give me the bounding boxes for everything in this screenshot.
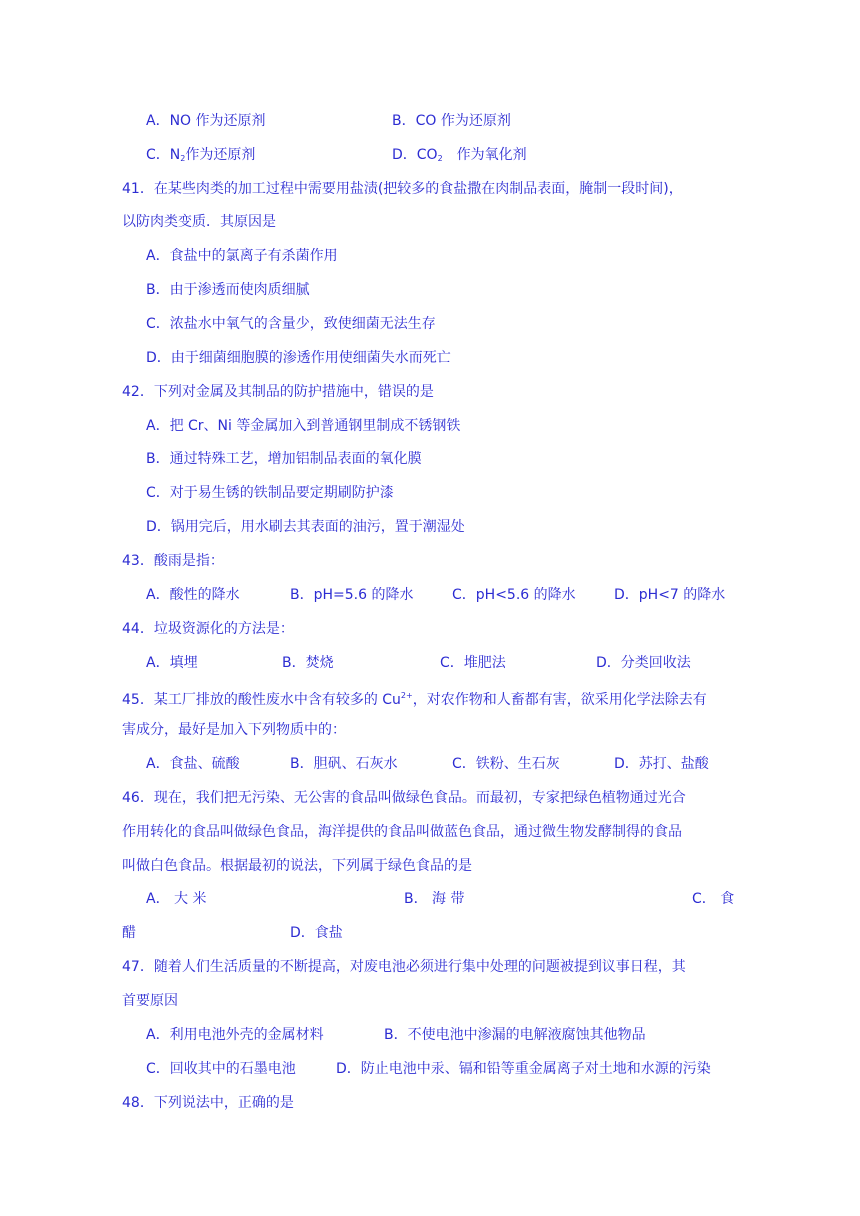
question-43-option-b: B．pH=5.6 的降水	[290, 587, 414, 603]
question-47-stem-line2: 首要原因	[122, 993, 178, 1009]
question-41-option-a: A．食盐中的氯离子有杀菌作用	[146, 248, 338, 264]
question-46-stem-line1: 46．现在，我们把无污染、无公害的食品叫做绿色食品。而最初，专家把绿色植物通过光合	[122, 790, 686, 806]
question-44-option-a: A．填埋	[146, 655, 198, 671]
question-41-option-c: C．浓盐水中氧气的含量少，致使细菌无法生存	[146, 316, 436, 332]
question-48-stem: 48．下列说法中，正确的是	[122, 1095, 294, 1111]
question-44-option-c: C．堆肥法	[440, 655, 506, 671]
question-46-stem-line3: 叫做白色食品。根据最初的说法，下列属于绿色食品的是	[122, 858, 472, 874]
question-47-option-a: A．利用电池外壳的金属材料	[146, 1027, 324, 1043]
question-46-option-d: D．食盐	[290, 925, 343, 941]
question-46-option-a: A． 大 米	[146, 891, 207, 907]
question-47-stem-line1: 47．随着人们生活质量的不断提高，对废电池必须进行集中处理的问题被提到议事日程，其	[122, 959, 686, 975]
question-41-option-d: D．由于细菌细胞膜的渗透作用使细菌失水而死亡	[146, 350, 451, 366]
question-47-option-c: C．回收其中的石墨电池	[146, 1061, 296, 1077]
question-46-option-b: B． 海 带	[404, 891, 465, 907]
question-45-option-a: A．食盐、硫酸	[146, 756, 240, 772]
question-43-option-a: A．酸性的降水	[146, 587, 240, 603]
question-42-option-a: A．把 Cr、Ni 等金属加入到普通钢里制成不锈钢铁	[146, 418, 461, 434]
question-46-option-c-wrap: 醋	[122, 925, 136, 941]
option-prev-a: A．NO 作为还原剂	[146, 113, 266, 129]
question-45-option-c: C．铁粉、生石灰	[452, 756, 560, 772]
question-43-option-d: D．pH<7 的降水	[614, 587, 726, 603]
question-47-option-d: D．防止电池中汞、镉和铅等重金属离子对土地和水源的污染	[336, 1061, 711, 1077]
question-45-stem-line2: 害成分，最好是加入下列物质中的：	[122, 722, 346, 738]
question-46-option-c: C． 食	[692, 891, 735, 907]
option-prev-c: C．$N_2$作为还原剂	[146, 147, 256, 163]
question-41-option-b: B．由于渗透而使肉质细腻	[146, 282, 310, 298]
question-44-stem: 44．垃圾资源化的方法是：	[122, 621, 294, 637]
question-42-option-b: B．通过特殊工艺，增加铝制品表面的氧化膜	[146, 451, 422, 467]
option-prev-b: B．CO 作为还原剂	[392, 113, 511, 129]
question-45-option-d: D．苏打、盐酸	[614, 756, 709, 772]
question-45-option-b: B．胆矾、石灰水	[290, 756, 398, 772]
question-47-option-b: B．不使电池中渗漏的电解液腐蚀其他物品	[384, 1027, 646, 1043]
question-46-stem-line2: 作用转化的食品叫做绿色食品，海洋提供的食品叫做蓝色食品，通过微生物发酵制得的食品	[122, 824, 682, 840]
question-41-stem-line2: 以防肉类变质．其原因是	[122, 214, 276, 230]
question-42-option-d: D．锅用完后，用水刷去其表面的油污，置于潮湿处	[146, 519, 465, 535]
question-44-option-d: D．分类回收法	[596, 655, 691, 671]
question-41-stem-line1: 41．在某些肉类的加工过程中需要用盐渍(把较多的食盐撒在肉制品表面，腌制一段时间)，	[122, 181, 683, 197]
option-prev-d: D．$CO_2$ 作为氧化剂	[392, 147, 527, 163]
question-42-option-c: C．对于易生锈的铁制品要定期刷防护漆	[146, 485, 394, 501]
question-44-option-b: B．焚烧	[282, 655, 334, 671]
question-45-stem-line1: 45．某工厂排放的酸性废水中含有较多的 $Cu^{2+}$，对农作物和人畜都有害，欲采用化学法除去有	[122, 691, 707, 708]
question-43-option-c: C．pH<5.6 的降水	[452, 587, 576, 603]
question-43-stem: 43．酸雨是指：	[122, 553, 224, 569]
question-42-stem: 42．下列对金属及其制品的防护措施中，错误的是	[122, 384, 434, 400]
